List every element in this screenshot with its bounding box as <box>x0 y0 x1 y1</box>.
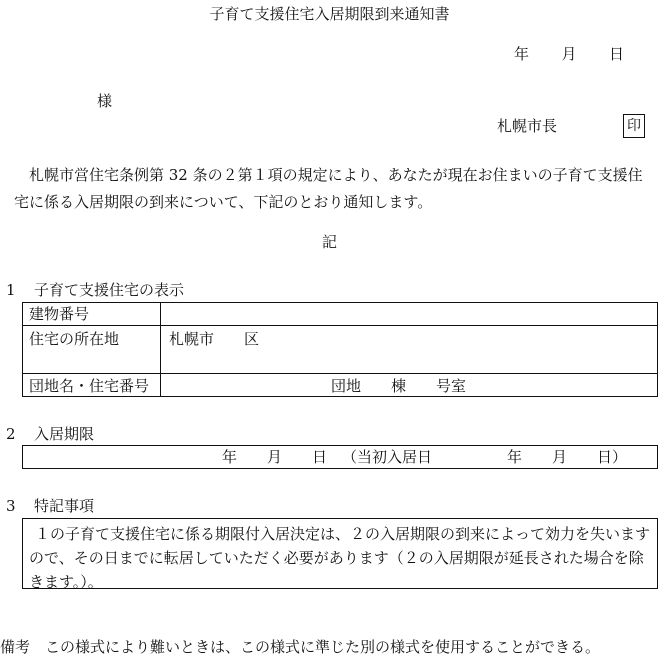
addressee-suffix: 様 <box>97 92 113 110</box>
section2-heading <box>6 427 94 442</box>
seal-mark: 印 <box>623 114 645 138</box>
section1-heading <box>6 283 184 298</box>
row-label-building-number: 建物番号 <box>29 305 90 323</box>
row-value-address: 札幌市 区 <box>169 330 260 348</box>
section2-box <box>22 445 658 469</box>
row-label-address: 住宅の所在地 <box>29 330 120 348</box>
section2-title: 入居期限 <box>34 425 95 443</box>
issuer-name: 札幌市長 <box>497 117 558 135</box>
section3-title: 特記事項 <box>34 497 95 515</box>
special-notes-text: １の子育て支援住宅に係る期限付入居決定は、２の入居期限の到来によって効力を失いますので、その日までに転居していただく必要があります（２の入居期限が延長された場合を除きます。）。 <box>29 525 651 591</box>
section3-box <box>22 518 658 589</box>
section3-number: 3 <box>6 497 16 515</box>
document-title: 子育て支援住宅入居期限到来通知書 <box>209 5 450 23</box>
ki-heading: 記 <box>321 233 337 251</box>
row-label-complex: 団地名・住宅番号 <box>29 377 150 395</box>
remarks: 備考 この様式により難いときは、この様式に準じた別の様式を使用することができる。 <box>0 638 601 656</box>
body-text: 札幌市営住宅条例第 32 条の２第１項の規定により、あなたが現在お住まいの子育て支援住宅に係る入居期限の到来について、下記のとおり通知します。 <box>14 166 643 211</box>
date-month: 月 <box>561 45 577 63</box>
deadline-value: 年 月 日 <box>222 448 328 466</box>
section1-title: 子育て支援住宅の表示 <box>34 281 185 299</box>
date-year: 年 <box>514 45 530 63</box>
date-day: 日 <box>608 45 624 63</box>
body-paragraph <box>14 162 654 216</box>
section1-number: 1 <box>6 281 16 299</box>
original-move-in-date: （当初入居日 年 月 日） <box>342 448 628 466</box>
section2-number: 2 <box>6 425 16 443</box>
row-value-complex: 団地 棟 号室 <box>331 377 467 395</box>
section1-table <box>22 302 658 397</box>
section3-heading <box>6 499 94 514</box>
issue-date <box>514 47 624 62</box>
